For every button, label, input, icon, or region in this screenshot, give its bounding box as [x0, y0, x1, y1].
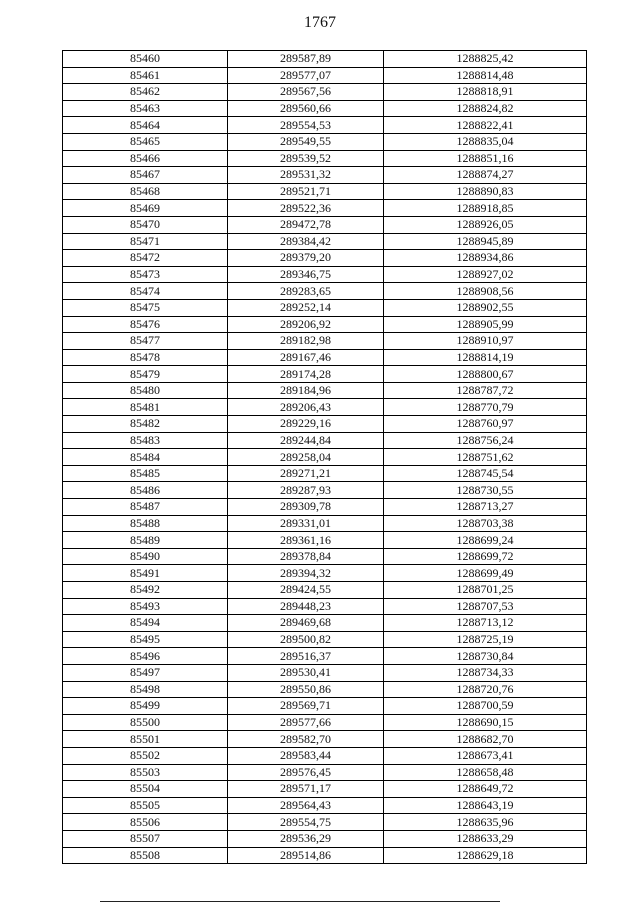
- y-coordinate-cell: 1288927,02: [384, 266, 587, 283]
- table-row: [63, 449, 587, 466]
- x-coordinate-cell: 289587,89: [228, 51, 384, 68]
- y-coordinate-cell: 1288720,76: [384, 681, 587, 698]
- y-coordinate-cell: 1288730,55: [384, 482, 587, 499]
- y-coordinate-cell: 1288658,48: [384, 764, 587, 781]
- point-number-cell: 85483: [63, 432, 228, 449]
- y-coordinate-cell: 1288835,04: [384, 133, 587, 150]
- table-row: [63, 582, 587, 599]
- y-coordinate-cell: 1288649,72: [384, 781, 587, 798]
- point-number-cell: 85465: [63, 133, 228, 150]
- table-row: [63, 532, 587, 549]
- table-row: [63, 67, 587, 84]
- x-coordinate-cell: 289516,37: [228, 648, 384, 665]
- y-coordinate-cell: 1288713,27: [384, 499, 587, 516]
- y-coordinate-cell: 1288926,05: [384, 216, 587, 233]
- point-number-cell: 85466: [63, 150, 228, 167]
- x-coordinate-cell: 289424,55: [228, 582, 384, 599]
- table-row: [63, 183, 587, 200]
- point-number-cell: 85501: [63, 731, 228, 748]
- y-coordinate-cell: 1288635,96: [384, 814, 587, 831]
- y-coordinate-cell: 1288643,19: [384, 797, 587, 814]
- y-coordinate-cell: 1288760,97: [384, 416, 587, 433]
- y-coordinate-cell: 1288851,16: [384, 150, 587, 167]
- point-number-cell: 85460: [63, 51, 228, 68]
- x-coordinate-cell: 289564,43: [228, 797, 384, 814]
- table-row: [63, 283, 587, 300]
- y-coordinate-cell: 1288734,33: [384, 664, 587, 681]
- point-number-cell: 85463: [63, 100, 228, 117]
- point-number-cell: 85473: [63, 266, 228, 283]
- bottom-rule: [100, 901, 500, 902]
- y-coordinate-cell: 1288902,55: [384, 299, 587, 316]
- x-coordinate-cell: 289583,44: [228, 747, 384, 764]
- point-number-cell: 85491: [63, 565, 228, 582]
- x-coordinate-cell: 289394,32: [228, 565, 384, 582]
- y-coordinate-cell: 1288910,97: [384, 333, 587, 350]
- x-coordinate-cell: 289309,78: [228, 499, 384, 516]
- x-coordinate-cell: 289577,66: [228, 714, 384, 731]
- x-coordinate-cell: 289167,46: [228, 349, 384, 366]
- y-coordinate-cell: 1288682,70: [384, 731, 587, 748]
- x-coordinate-cell: 289448,23: [228, 598, 384, 615]
- point-number-cell: 85506: [63, 814, 228, 831]
- point-number-cell: 85472: [63, 250, 228, 267]
- point-number-cell: 85490: [63, 548, 228, 565]
- point-number-cell: 85481: [63, 399, 228, 416]
- x-coordinate-cell: 289258,04: [228, 449, 384, 466]
- x-coordinate-cell: 289379,20: [228, 250, 384, 267]
- y-coordinate-cell: 1288730,84: [384, 648, 587, 665]
- y-coordinate-cell: 1288770,79: [384, 399, 587, 416]
- point-number-cell: 85495: [63, 631, 228, 648]
- x-coordinate-cell: 289361,16: [228, 532, 384, 549]
- x-coordinate-cell: 289576,45: [228, 764, 384, 781]
- y-coordinate-cell: 1288725,19: [384, 631, 587, 648]
- y-coordinate-cell: 1288690,15: [384, 714, 587, 731]
- x-coordinate-cell: 289346,75: [228, 266, 384, 283]
- point-number-cell: 85492: [63, 582, 228, 599]
- point-number-cell: 85496: [63, 648, 228, 665]
- y-coordinate-cell: 1288745,54: [384, 465, 587, 482]
- point-number-cell: 85494: [63, 615, 228, 632]
- point-number-cell: 85485: [63, 465, 228, 482]
- point-number-cell: 85502: [63, 747, 228, 764]
- x-coordinate-cell: 289521,71: [228, 183, 384, 200]
- point-number-cell: 85488: [63, 515, 228, 532]
- table-row: [63, 648, 587, 665]
- table-row: [63, 781, 587, 798]
- table-row: [63, 316, 587, 333]
- x-coordinate-cell: 289206,43: [228, 399, 384, 416]
- point-number-cell: 85497: [63, 664, 228, 681]
- table-row: [63, 598, 587, 615]
- point-number-cell: 85477: [63, 333, 228, 350]
- y-coordinate-cell: 1288934,86: [384, 250, 587, 267]
- table-row: [63, 814, 587, 831]
- x-coordinate-cell: 289550,86: [228, 681, 384, 698]
- x-coordinate-cell: 289549,55: [228, 133, 384, 150]
- table-row: [63, 664, 587, 681]
- table-row: [63, 366, 587, 383]
- x-coordinate-cell: 289514,86: [228, 847, 384, 864]
- x-coordinate-cell: 289560,66: [228, 100, 384, 117]
- y-coordinate-cell: 1288874,27: [384, 167, 587, 184]
- table-row: [63, 216, 587, 233]
- y-coordinate-cell: 1288787,72: [384, 382, 587, 399]
- table-row: [63, 631, 587, 648]
- point-number-cell: 85486: [63, 482, 228, 499]
- table-row: [63, 681, 587, 698]
- table-row: [63, 499, 587, 516]
- point-number-cell: 85470: [63, 216, 228, 233]
- x-coordinate-cell: 289184,96: [228, 382, 384, 399]
- y-coordinate-cell: 1288673,41: [384, 747, 587, 764]
- x-coordinate-cell: 289571,17: [228, 781, 384, 798]
- point-number-cell: 85508: [63, 847, 228, 864]
- table-row: [63, 84, 587, 101]
- y-coordinate-cell: 1288703,38: [384, 515, 587, 532]
- table-row: [63, 233, 587, 250]
- y-coordinate-cell: 1288800,67: [384, 366, 587, 383]
- table-row: [63, 714, 587, 731]
- y-coordinate-cell: 1288699,49: [384, 565, 587, 582]
- x-coordinate-cell: 289530,41: [228, 664, 384, 681]
- x-coordinate-cell: 289577,07: [228, 67, 384, 84]
- x-coordinate-cell: 289271,21: [228, 465, 384, 482]
- y-coordinate-cell: 1288633,29: [384, 830, 587, 847]
- point-number-cell: 85464: [63, 117, 228, 134]
- table-row: [63, 515, 587, 532]
- x-coordinate-cell: 289252,14: [228, 299, 384, 316]
- point-number-cell: 85471: [63, 233, 228, 250]
- y-coordinate-cell: 1288751,62: [384, 449, 587, 466]
- y-coordinate-cell: 1288905,99: [384, 316, 587, 333]
- x-coordinate-cell: 289522,36: [228, 200, 384, 217]
- point-number-cell: 85468: [63, 183, 228, 200]
- y-coordinate-cell: 1288945,89: [384, 233, 587, 250]
- table-row: [63, 200, 587, 217]
- table-row: [63, 698, 587, 715]
- x-coordinate-cell: 289331,01: [228, 515, 384, 532]
- y-coordinate-cell: 1288756,24: [384, 432, 587, 449]
- point-number-cell: 85478: [63, 349, 228, 366]
- table-row: [63, 615, 587, 632]
- table-row: [63, 333, 587, 350]
- y-coordinate-cell: 1288822,41: [384, 117, 587, 134]
- x-coordinate-cell: 289472,78: [228, 216, 384, 233]
- table-row: [63, 482, 587, 499]
- x-coordinate-cell: 289384,42: [228, 233, 384, 250]
- y-coordinate-cell: 1288701,25: [384, 582, 587, 599]
- table-row: [63, 465, 587, 482]
- y-coordinate-cell: 1288713,12: [384, 615, 587, 632]
- table-row: [63, 565, 587, 582]
- x-coordinate-cell: 289378,84: [228, 548, 384, 565]
- x-coordinate-cell: 289500,82: [228, 631, 384, 648]
- y-coordinate-cell: 1288908,56: [384, 283, 587, 300]
- x-coordinate-cell: 289539,52: [228, 150, 384, 167]
- x-coordinate-cell: 289229,16: [228, 416, 384, 433]
- y-coordinate-cell: 1288700,59: [384, 698, 587, 715]
- x-coordinate-cell: 289554,53: [228, 117, 384, 134]
- page-number: 1767: [304, 14, 336, 31]
- point-number-cell: 85489: [63, 532, 228, 549]
- point-number-cell: 85474: [63, 283, 228, 300]
- x-coordinate-cell: 289554,75: [228, 814, 384, 831]
- table-row: [63, 117, 587, 134]
- y-coordinate-cell: 1288814,48: [384, 67, 587, 84]
- point-number-cell: 85498: [63, 681, 228, 698]
- x-coordinate-cell: 289287,93: [228, 482, 384, 499]
- point-number-cell: 85504: [63, 781, 228, 798]
- table-row: [63, 432, 587, 449]
- point-number-cell: 85487: [63, 499, 228, 516]
- x-coordinate-cell: 289569,71: [228, 698, 384, 715]
- y-coordinate-cell: 1288814,19: [384, 349, 587, 366]
- table-row: [63, 349, 587, 366]
- table-row: [63, 167, 587, 184]
- table-row: [63, 382, 587, 399]
- x-coordinate-cell: 289567,56: [228, 84, 384, 101]
- table-row: [63, 847, 587, 864]
- x-coordinate-cell: 289182,98: [228, 333, 384, 350]
- point-number-cell: 85503: [63, 764, 228, 781]
- point-number-cell: 85482: [63, 416, 228, 433]
- point-number-cell: 85499: [63, 698, 228, 715]
- point-number-cell: 85507: [63, 830, 228, 847]
- table-row: [63, 548, 587, 565]
- point-number-cell: 85505: [63, 797, 228, 814]
- y-coordinate-cell: 1288890,83: [384, 183, 587, 200]
- point-number-cell: 85475: [63, 299, 228, 316]
- table-row: [63, 747, 587, 764]
- coordinate-table: [62, 50, 587, 864]
- x-coordinate-cell: 289536,29: [228, 830, 384, 847]
- x-coordinate-cell: 289244,84: [228, 432, 384, 449]
- y-coordinate-cell: 1288707,53: [384, 598, 587, 615]
- x-coordinate-cell: 289469,68: [228, 615, 384, 632]
- point-number-cell: 85500: [63, 714, 228, 731]
- coordinate-table-body: [63, 51, 587, 864]
- table-row: [63, 100, 587, 117]
- point-number-cell: 85480: [63, 382, 228, 399]
- y-coordinate-cell: 1288824,82: [384, 100, 587, 117]
- table-row: [63, 51, 587, 68]
- y-coordinate-cell: 1288699,72: [384, 548, 587, 565]
- table-row: [63, 797, 587, 814]
- point-number-cell: 85462: [63, 84, 228, 101]
- table-row: [63, 399, 587, 416]
- y-coordinate-cell: 1288818,91: [384, 84, 587, 101]
- point-number-cell: 85467: [63, 167, 228, 184]
- table-row: [63, 830, 587, 847]
- point-number-cell: 85476: [63, 316, 228, 333]
- y-coordinate-cell: 1288629,18: [384, 847, 587, 864]
- y-coordinate-cell: 1288825,42: [384, 51, 587, 68]
- x-coordinate-cell: 289283,65: [228, 283, 384, 300]
- point-number-cell: 85493: [63, 598, 228, 615]
- point-number-cell: 85469: [63, 200, 228, 217]
- table-row: [63, 150, 587, 167]
- y-coordinate-cell: 1288699,24: [384, 532, 587, 549]
- table-row: [63, 731, 587, 748]
- point-number-cell: 85461: [63, 67, 228, 84]
- table-row: [63, 416, 587, 433]
- table-row: [63, 764, 587, 781]
- point-number-cell: 85484: [63, 449, 228, 466]
- point-number-cell: 85479: [63, 366, 228, 383]
- table-row: [63, 250, 587, 267]
- x-coordinate-cell: 289174,28: [228, 366, 384, 383]
- x-coordinate-cell: 289531,32: [228, 167, 384, 184]
- table-row: [63, 133, 587, 150]
- y-coordinate-cell: 1288918,85: [384, 200, 587, 217]
- table-row: [63, 266, 587, 283]
- table-row: [63, 299, 587, 316]
- x-coordinate-cell: 289206,92: [228, 316, 384, 333]
- x-coordinate-cell: 289582,70: [228, 731, 384, 748]
